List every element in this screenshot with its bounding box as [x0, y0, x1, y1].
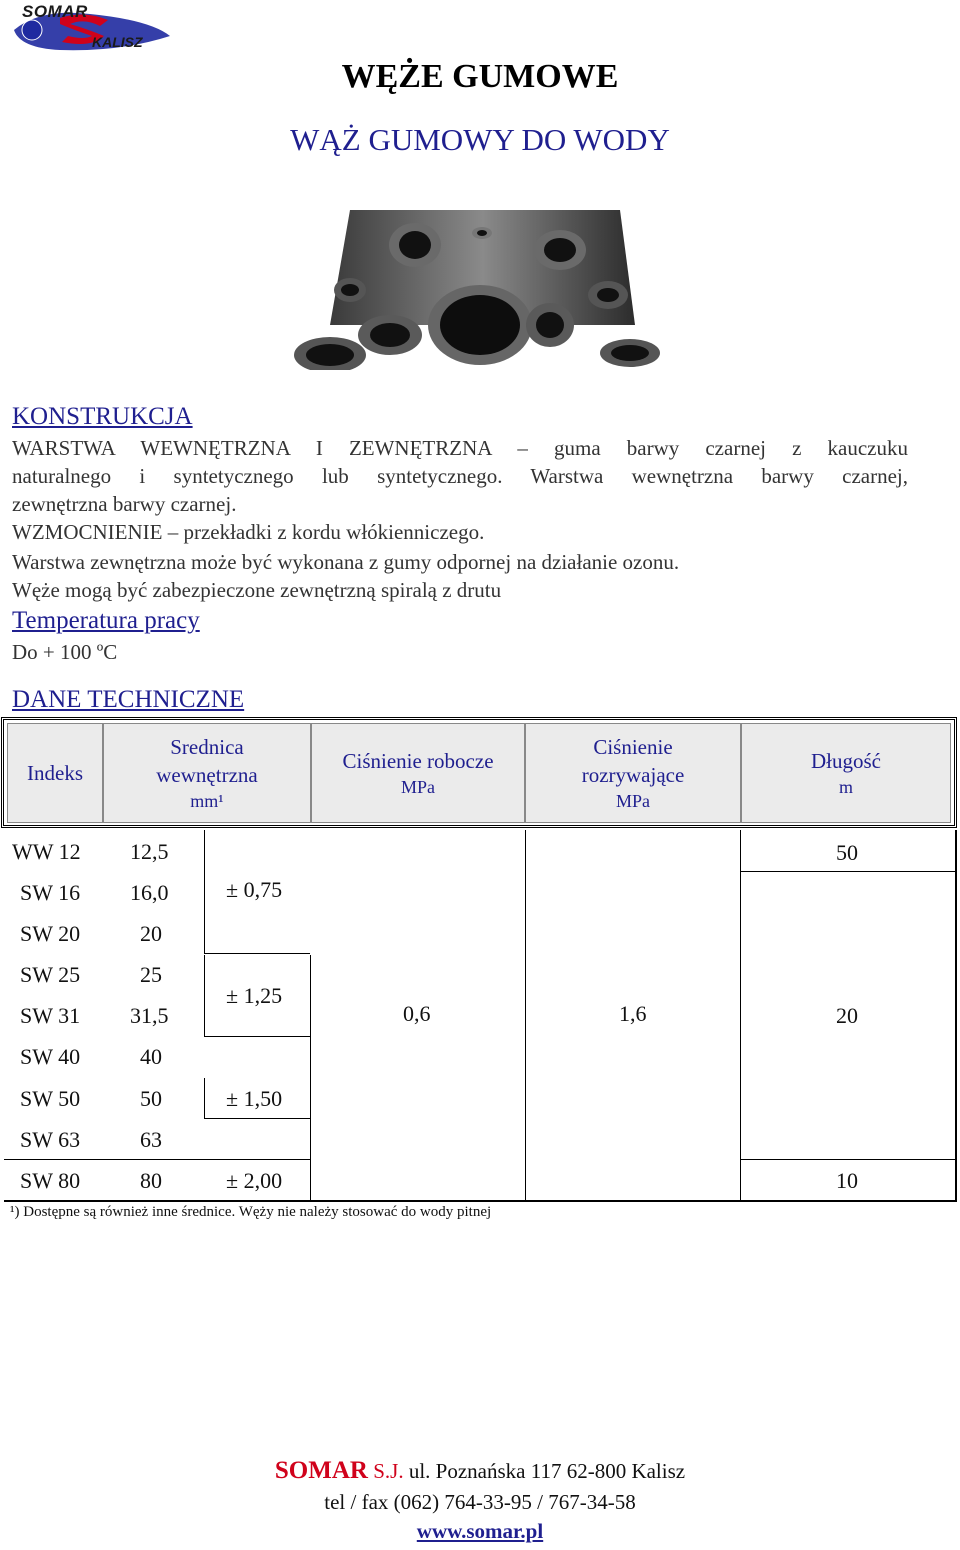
col-header-length — [741, 723, 951, 823]
row-index: WW 12 — [12, 839, 81, 864]
footer-website-line — [0, 1519, 960, 1544]
row-diameter: 12,5 — [130, 839, 169, 864]
logo-city-text: KALISZ — [92, 34, 143, 50]
row-diameter: 63 — [140, 1127, 162, 1152]
table-vline-2 — [310, 955, 311, 1200]
col-header-working-pressure — [311, 723, 525, 823]
table-vline-1a — [204, 830, 205, 953]
construction-line-5: Warstwa zewnętrzna może być wykonana z gumy odpornej na działanie ozonu. — [12, 550, 680, 574]
row-diameter: 25 — [140, 962, 162, 987]
table-vline-1b — [204, 955, 205, 1036]
tolerance-value: ± 1,25 — [226, 983, 283, 1008]
table-hline-tol-3 — [204, 1118, 310, 1119]
footer-company-suffix: S.J. — [373, 1459, 404, 1483]
footer-website-link[interactable]: www.somar.pl — [416, 1519, 544, 1543]
col-header-burst-pressure-label: Ciśnienie rozrywające — [581, 735, 685, 787]
footer-address-line — [0, 1457, 960, 1485]
row-index: SW 80 — [20, 1168, 81, 1193]
construction-line-6: Węże mogą być zabezpieczone zewnętrzną spiralą z drutu — [12, 578, 502, 602]
table-right-border — [955, 830, 957, 1202]
length-value: 10 — [836, 1168, 858, 1193]
row-diameter: 16,0 — [130, 880, 169, 905]
construction-line-2: naturalnego i syntetycznego lub syntetycznego. Warstwa wewnętrzna barwy czarnej, — [12, 464, 908, 488]
length-value: 50 — [836, 840, 858, 865]
row-diameter: 80 — [140, 1168, 162, 1193]
burst-pressure-value: 1,6 — [619, 1001, 647, 1026]
construction-line-4: WZMOCNIENIE – przekładki z kordu włókienniczego. — [12, 520, 485, 544]
row-diameter: 40 — [140, 1044, 162, 1069]
row-index: SW 50 — [20, 1086, 81, 1111]
row-index: SW 63 — [20, 1127, 81, 1152]
table-vline-4 — [740, 830, 741, 1202]
tolerance-value: ± 2,00 — [226, 1168, 283, 1193]
tolerance-value: ± 1,50 — [226, 1086, 283, 1111]
row-diameter: 31,5 — [130, 1003, 169, 1028]
construction-heading: KONSTRUKCJA — [12, 403, 193, 430]
row-index: SW 25 — [20, 962, 81, 987]
table-hline-length-1 — [740, 871, 955, 872]
col-header-diameter — [103, 723, 311, 823]
temperature-heading: Temperatura pracy — [12, 607, 200, 634]
page-title: WĘŻE GUMOWE — [341, 58, 619, 95]
table-hline-length-2 — [740, 1159, 955, 1160]
page-subtitle: WĄŻ GUMOWY DO WODY — [290, 122, 670, 157]
col-header-working-pressure-unit: MPa — [400, 777, 435, 797]
table-vline-1c — [204, 1078, 205, 1118]
table-footnote: ¹) Dostępne są również inne średnice. Węży nie należy stosować do wody pitnej — [10, 1204, 492, 1220]
row-diameter: 20 — [140, 921, 162, 946]
row-index: SW 20 — [20, 921, 81, 946]
footer-address: ul. Poznańska 117 62-800 Kalisz — [408, 1459, 686, 1483]
col-header-index-label: Indeks — [27, 761, 83, 785]
company-logo — [0, 0, 180, 58]
table-hline-last-row — [4, 1159, 310, 1160]
col-header-length-label: Długość — [811, 749, 881, 773]
col-header-burst-pressure-unit: MPa — [615, 791, 650, 811]
table-hline-tol-1 — [204, 953, 310, 954]
row-diameter: 50 — [140, 1086, 162, 1111]
table-bottom-border — [4, 1200, 957, 1202]
footer-brand: SOMAR — [274, 1457, 368, 1484]
working-pressure-value: 0,6 — [403, 1001, 431, 1026]
table-vline-3 — [525, 830, 526, 1202]
col-header-length-unit: m — [838, 777, 853, 797]
row-index: SW 40 — [20, 1044, 81, 1069]
footer-phone: tel / fax (062) 764-33-95 / 767-34-58 — [324, 1490, 636, 1514]
row-index: SW 16 — [20, 880, 81, 905]
logo-brand-text: SOMAR — [22, 2, 88, 21]
temperature-value: Do + 100 ºC — [12, 640, 118, 664]
col-header-diameter-label: Srednica wewnętrzna — [156, 735, 258, 787]
tolerance-value: ± 0,75 — [226, 877, 283, 902]
col-header-working-pressure-label: Ciśnienie robocze — [342, 749, 494, 773]
technical-heading: DANE TECHNICZNE — [12, 686, 245, 713]
construction-line-3: zewnętrzna barwy czarnej. — [12, 492, 237, 516]
rubber-hoses-photo — [290, 205, 668, 370]
construction-line-1: WARSTWA WEWNĘTRZNA I ZEWNĘTRZNA – guma barwy czarnej z kauczuku — [12, 436, 908, 460]
col-header-index — [7, 723, 103, 823]
col-header-diameter-unit: mm¹ — [190, 791, 224, 811]
table-hline-tol-2 — [204, 1036, 310, 1037]
row-index: SW 31 — [20, 1003, 81, 1028]
col-header-burst-pressure — [525, 723, 741, 823]
length-value: 20 — [836, 1003, 858, 1028]
